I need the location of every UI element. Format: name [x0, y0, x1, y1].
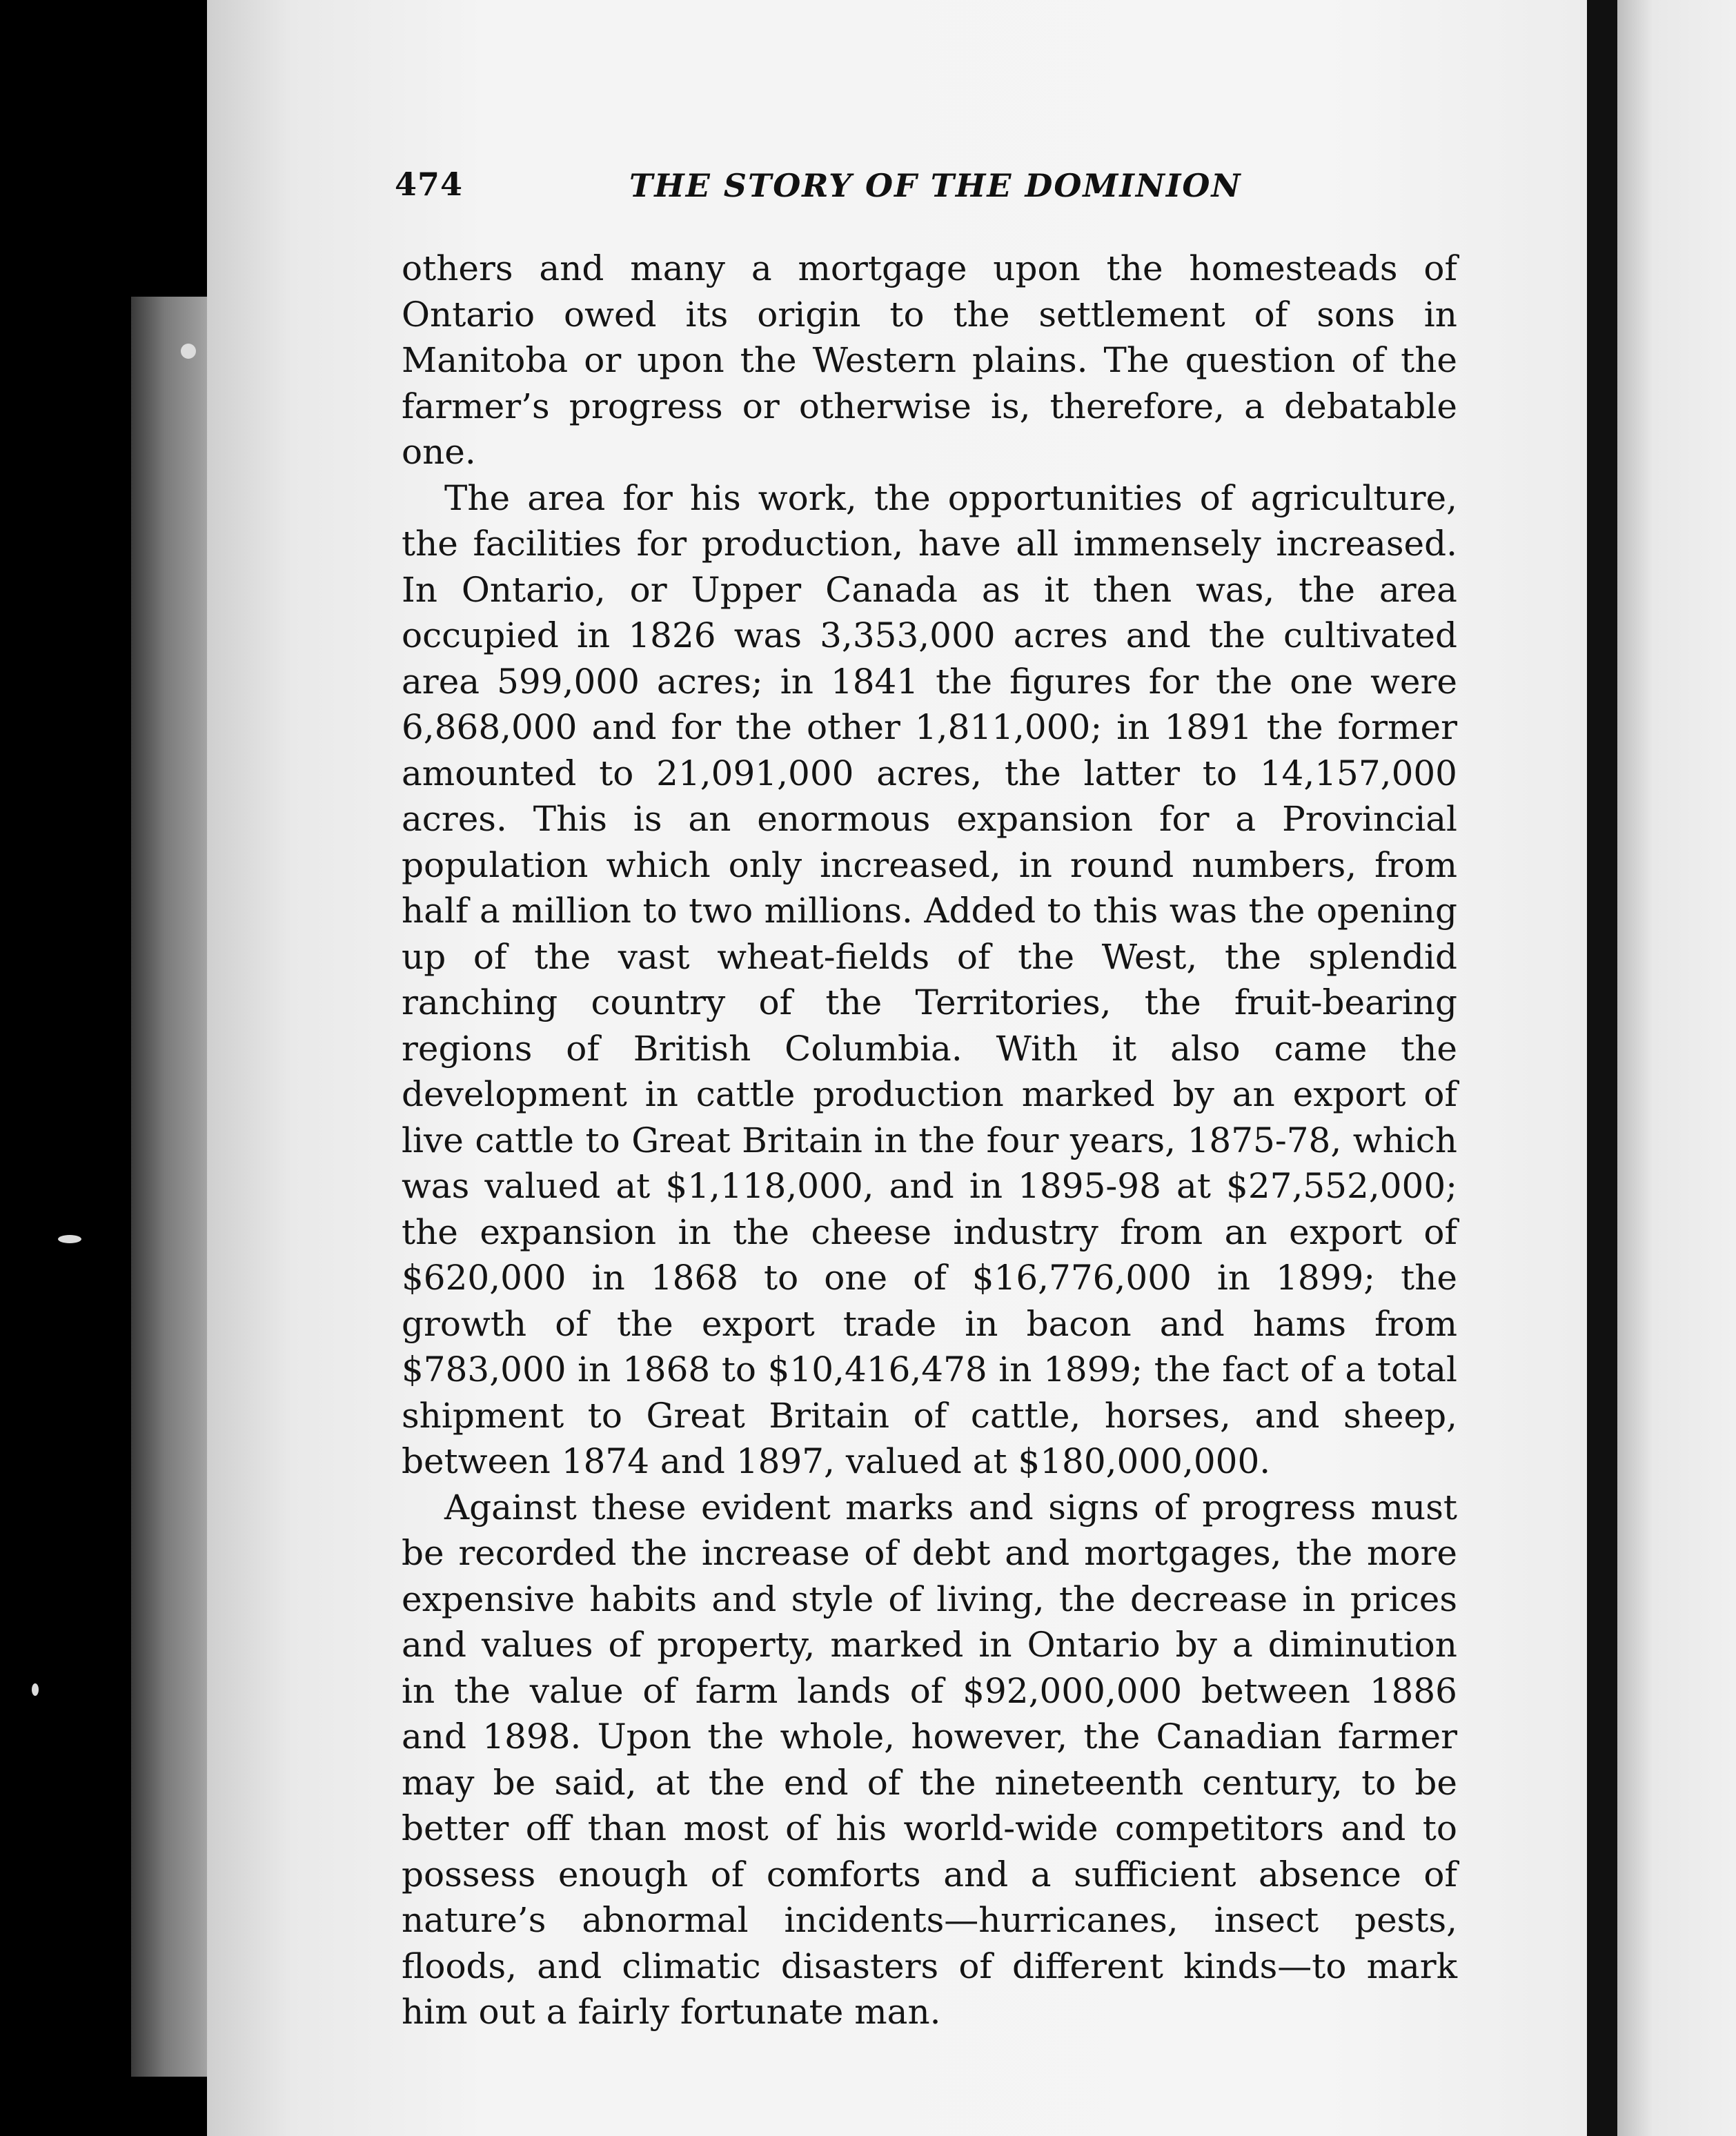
paragraph-1: others and many a mortgage upon the homesteads of Ontario owed its origin to the settlement of sons in Manitoba or upon the Western plains. The question of the farmer’s progress or otherwise is, therefore, a debatable one.: [402, 248, 1457, 472]
body-text: [402, 246, 1457, 2035]
page-number: 474: [395, 166, 464, 203]
paragraph-3: Against these evident marks and signs of progress must be recorded the increase of debt and mortgages, the more expensive habits and style of living, the decrease in prices and values of property, marked in Ontario by a diminution in the value of farm lands of $92,000,000 between 1886 and 1898. Upon the whole, however, the Canadian farmer may be said, at the end of the nineteenth century, to be better off than most of his world-wide competitors and to possess enough of comforts and a sufficient absence of nature’s abnormal incidents—hurricanes, insect pests, floods, and climatic disasters of different kinds—to mark him out a fairly fortunate man.: [402, 1487, 1457, 2032]
paragraph-2: The area for his work, the opportunities of agriculture, the facilities for production, have all immensely increased. In Ontario, or Upper Canada as it then was, the area occupied in 1826 was 3,353,000 acres and the cultivated area 599,000 acres; in 1841 the figures for the one were 6,868,000 and for the other 1,811,000; in 1891 the former amounted to 21,091,000 acres, the latter to 14,157,000 acres. This is an enormous expansion for a Provincial population which only increased, in round numbers, from half a million to two millions. Added to this was the opening up of the vast wheat-fields of the West, the splendid ranching country of the Territories, the fruit-bearing regions of British Columbia. With it also came the development in cattle production marked by an export of live cattle to Great Britain in the four years, 1875-78, which was valued at $1,118,000, and in 1895-98 at $27,552,000; the expansion in the cheese industry from an export of $620,000 in 1868 to one of $16,776,000 in 1899; the growth of the export trade in bacon and hams from $783,000 in 1868 to $10,416,478 in 1899; the fact of a total shipment to Great Britain of cattle, horses, and sheep, between 1874 and 1897, valued at $180,000,000.: [402, 477, 1457, 1481]
book-gutter: [1587, 0, 1617, 2136]
margin-speck: [181, 344, 196, 359]
running-head: THE STORY OF THE DOMINION: [629, 167, 1242, 204]
margin-speck: [58, 1235, 81, 1243]
page-header: [395, 166, 1471, 214]
margin-speck: [32, 1683, 39, 1696]
facing-page-edge: [1617, 0, 1736, 2136]
